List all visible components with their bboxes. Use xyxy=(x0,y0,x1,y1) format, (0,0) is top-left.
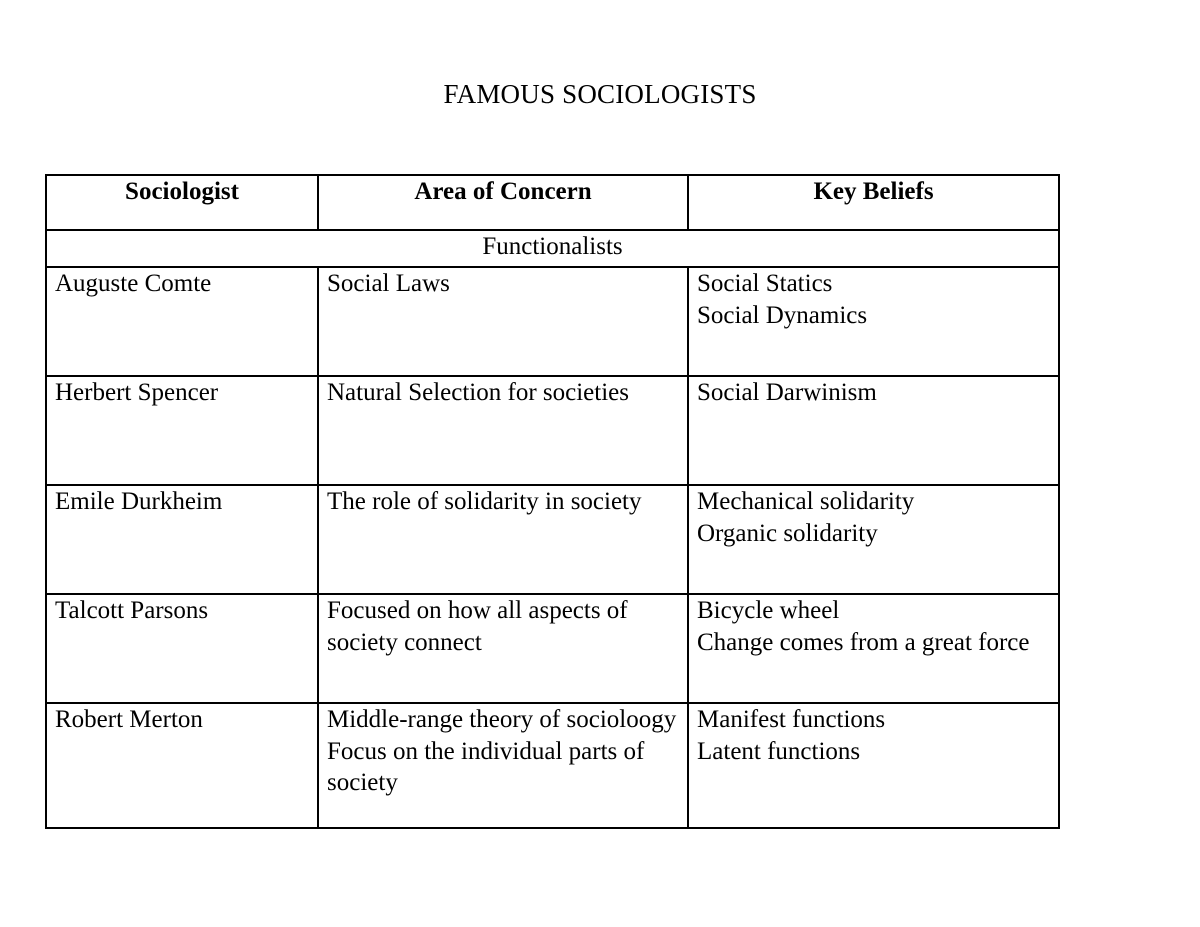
concern-cell xyxy=(318,267,688,376)
concern-line: Focus on the individual parts of society xyxy=(327,737,645,796)
header-key-beliefs: Key Beliefs xyxy=(688,175,1059,230)
concern-line: The role of solidarity in society xyxy=(327,488,642,515)
belief-line: Organic solidarity xyxy=(697,519,878,547)
sociologist-cell: Auguste Comte xyxy=(46,267,318,376)
section-row xyxy=(46,230,1059,267)
belief-line: Social Dynamics xyxy=(697,301,868,329)
concern-cell xyxy=(318,485,688,594)
table-row xyxy=(46,703,1059,828)
sociologists-table xyxy=(45,174,1060,829)
concern-line: Social Laws xyxy=(327,270,450,297)
table-row xyxy=(46,376,1059,485)
section-label: Functionalists xyxy=(46,230,1059,267)
table-row xyxy=(46,594,1059,703)
belief-line: Mechanical solidarity xyxy=(697,488,915,515)
sociologist-cell: Herbert Spencer xyxy=(46,376,318,485)
concern-line: Focused on how all aspects of society connect xyxy=(327,597,628,656)
concern-cell xyxy=(318,376,688,485)
beliefs-cell xyxy=(688,594,1059,703)
concern-cell xyxy=(318,703,688,828)
beliefs-cell xyxy=(688,267,1059,376)
belief-line: Bicycle wheel xyxy=(697,597,840,624)
sociologist-cell: Talcott Parsons xyxy=(46,594,318,703)
concern-cell xyxy=(318,594,688,703)
header-area-of-concern: Area of Concern xyxy=(318,175,688,230)
belief-line: Manifest functions xyxy=(697,706,886,733)
belief-line: Social Statics xyxy=(697,270,833,297)
table-row xyxy=(46,485,1059,594)
header-sociologist: Sociologist xyxy=(46,175,318,230)
table-header-row xyxy=(46,175,1059,230)
belief-line: Social Darwinism xyxy=(697,379,877,406)
sociologist-cell: Emile Durkheim xyxy=(46,485,318,594)
concern-line: Natural Selection for societies xyxy=(327,379,629,406)
concern-line: Middle-range theory of socioloogy xyxy=(327,706,677,733)
belief-line: Change comes from a great force xyxy=(697,628,1030,656)
beliefs-cell xyxy=(688,376,1059,485)
sociologist-cell: Robert Merton xyxy=(46,703,318,828)
beliefs-cell xyxy=(688,703,1059,828)
beliefs-cell xyxy=(688,485,1059,594)
table-row xyxy=(46,267,1059,376)
document-title: FAMOUS SOCIOLOGISTS xyxy=(443,79,757,109)
belief-line: Latent functions xyxy=(697,737,861,765)
